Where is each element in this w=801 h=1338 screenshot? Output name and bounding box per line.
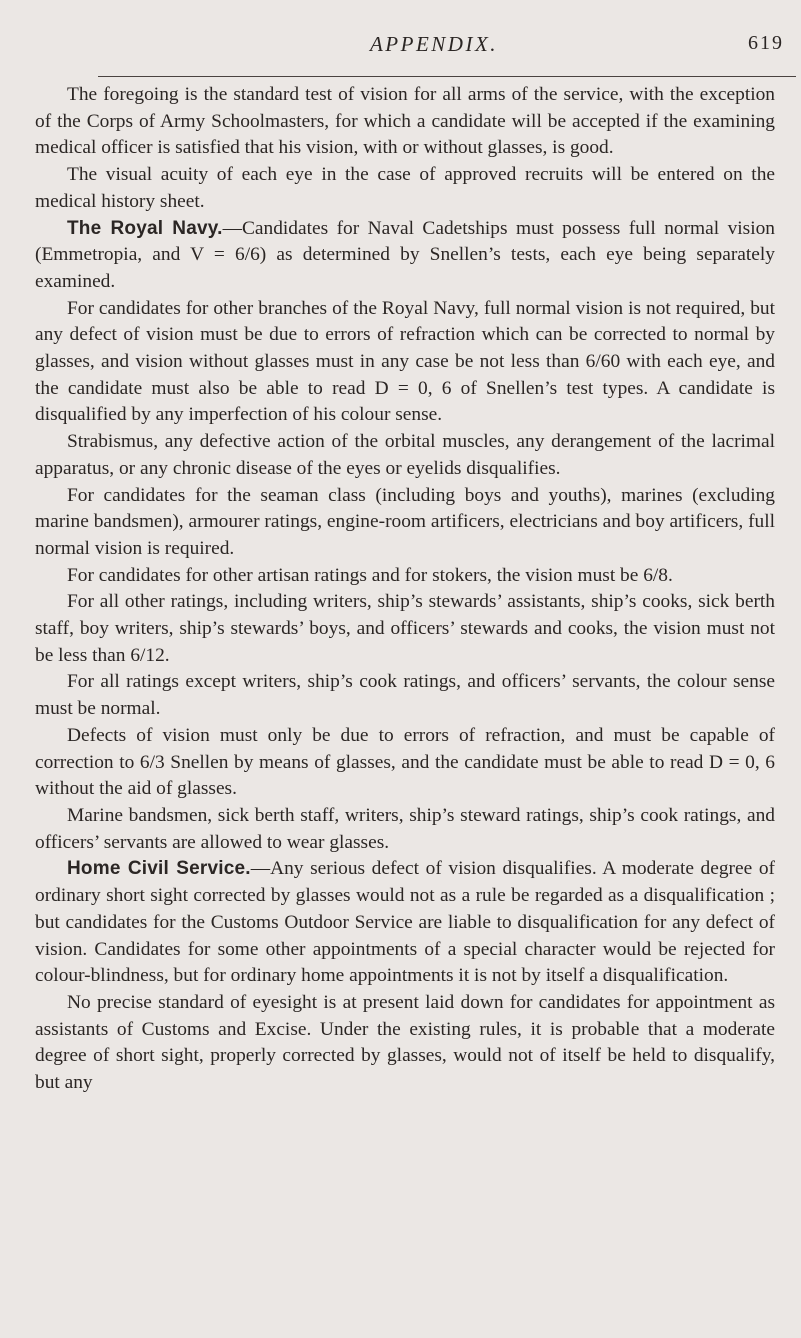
paragraph-home-civil-service-text: —Any serious defect of vision disqualifies. A moderate degree of ordinary short sight corrected by glasses would not as a rule be regarded as a disqualification ; but candidates for the Customs Outdoor Service are liable to disqualification for any defect of vision. Candidates for some other appointments of a special character would be rejected for colour-blindness, but for ordinary home appointments it is not by itself a disqualification. [35, 858, 775, 987]
running-head [72, 18, 796, 58]
paragraph-royal-navy-text: —Candidates for Naval Cadetships must possess full normal vision (Emmetropia, and V = 6/6) as determined by Snellen’s tests, each eye being separately examined. [35, 217, 775, 292]
running-head-title: APPENDIX. [369, 32, 499, 56]
paragraph-royal-navy [35, 216, 775, 296]
paragraph-other-ratings: For all other ratings, including writers, ship’s stewards’ assistants, ship’s cooks, sick berth staff, boy writers, ship’s stewards’ boys, and officers’ stewards and cooks, the vision must not be less than 6/12. [35, 591, 775, 666]
paragraph-army-schoolmasters: The foregoing is the standard test of vision for all arms of the service, with the exception of the Corps of Army Schoolmasters, for which a candidate will be accepted if the examining medical officer is satisfied that his vision, with or without glasses, is good. [35, 84, 775, 159]
section-heading-home-civil-service: Home Civil Service. [67, 858, 251, 880]
paragraph-glasses-allowed: Marine bandsmen, sick berth staff, writers, ship’s steward ratings, ship’s cook ratings, and officers’ servants are allowed to wear glasses. [35, 804, 775, 853]
paragraph-seaman-class: For candidates for the seaman class (including boys and youths), marines (excluding marine bandsmen), armourer ratings, engine-room artificers, electricians and boy artificers, full normal vision is required. [35, 484, 775, 559]
paragraph-home-civil-service [35, 856, 775, 990]
paragraph-customs-excise: No precise standard of eyesight is at present laid down for candidates for appointment as assistants of Customs and Excise. Under the existing rules, it is probable that a moderate degree of short sight, properly corrected by glasses, would not of itself be held to disqualify, but any [35, 991, 775, 1094]
body-text [35, 82, 775, 1097]
paragraph-artisan-ratings: For candidates for other artisan ratings and for stokers, the vision must be 6/8. [67, 564, 673, 586]
paragraph-medical-history: The visual acuity of each eye in the case of approved recruits will be entered on the medical history sheet. [35, 164, 775, 212]
page-number: 619 [748, 32, 784, 54]
paragraph-strabismus: Strabismus, any defective action of the orbital muscles, any derangement of the lacrimal apparatus, or any chronic disease of the eyes or eyelids disqualifies. [35, 431, 775, 479]
paragraph-other-branches: For candidates for other branches of the Royal Navy, full normal vision is not required, but any defect of vision must be due to errors of refraction which can be corrected to normal by glasses, and vision without glasses must in any case be not less than 6/60 with each eye, and the candidate must also be able to read D = 0, 6 of Snellen’s test types. A candidate is disqualified by any imperfection of his colour sense. [35, 297, 775, 426]
paragraph-colour-sense: For all ratings except writers, ship’s cook ratings, and officers’ servants, the colour sense must be normal. [35, 671, 775, 720]
section-heading-royal-navy: The Royal Navy. [67, 217, 223, 239]
header-rule [98, 76, 796, 77]
paragraph-refraction-defects: Defects of vision must only be due to errors of refraction, and must be capable of correction to 6/3 Snellen by means of glasses, and the candidate must be able to read D = 0, 6 without the aid of glasses. [35, 724, 775, 800]
